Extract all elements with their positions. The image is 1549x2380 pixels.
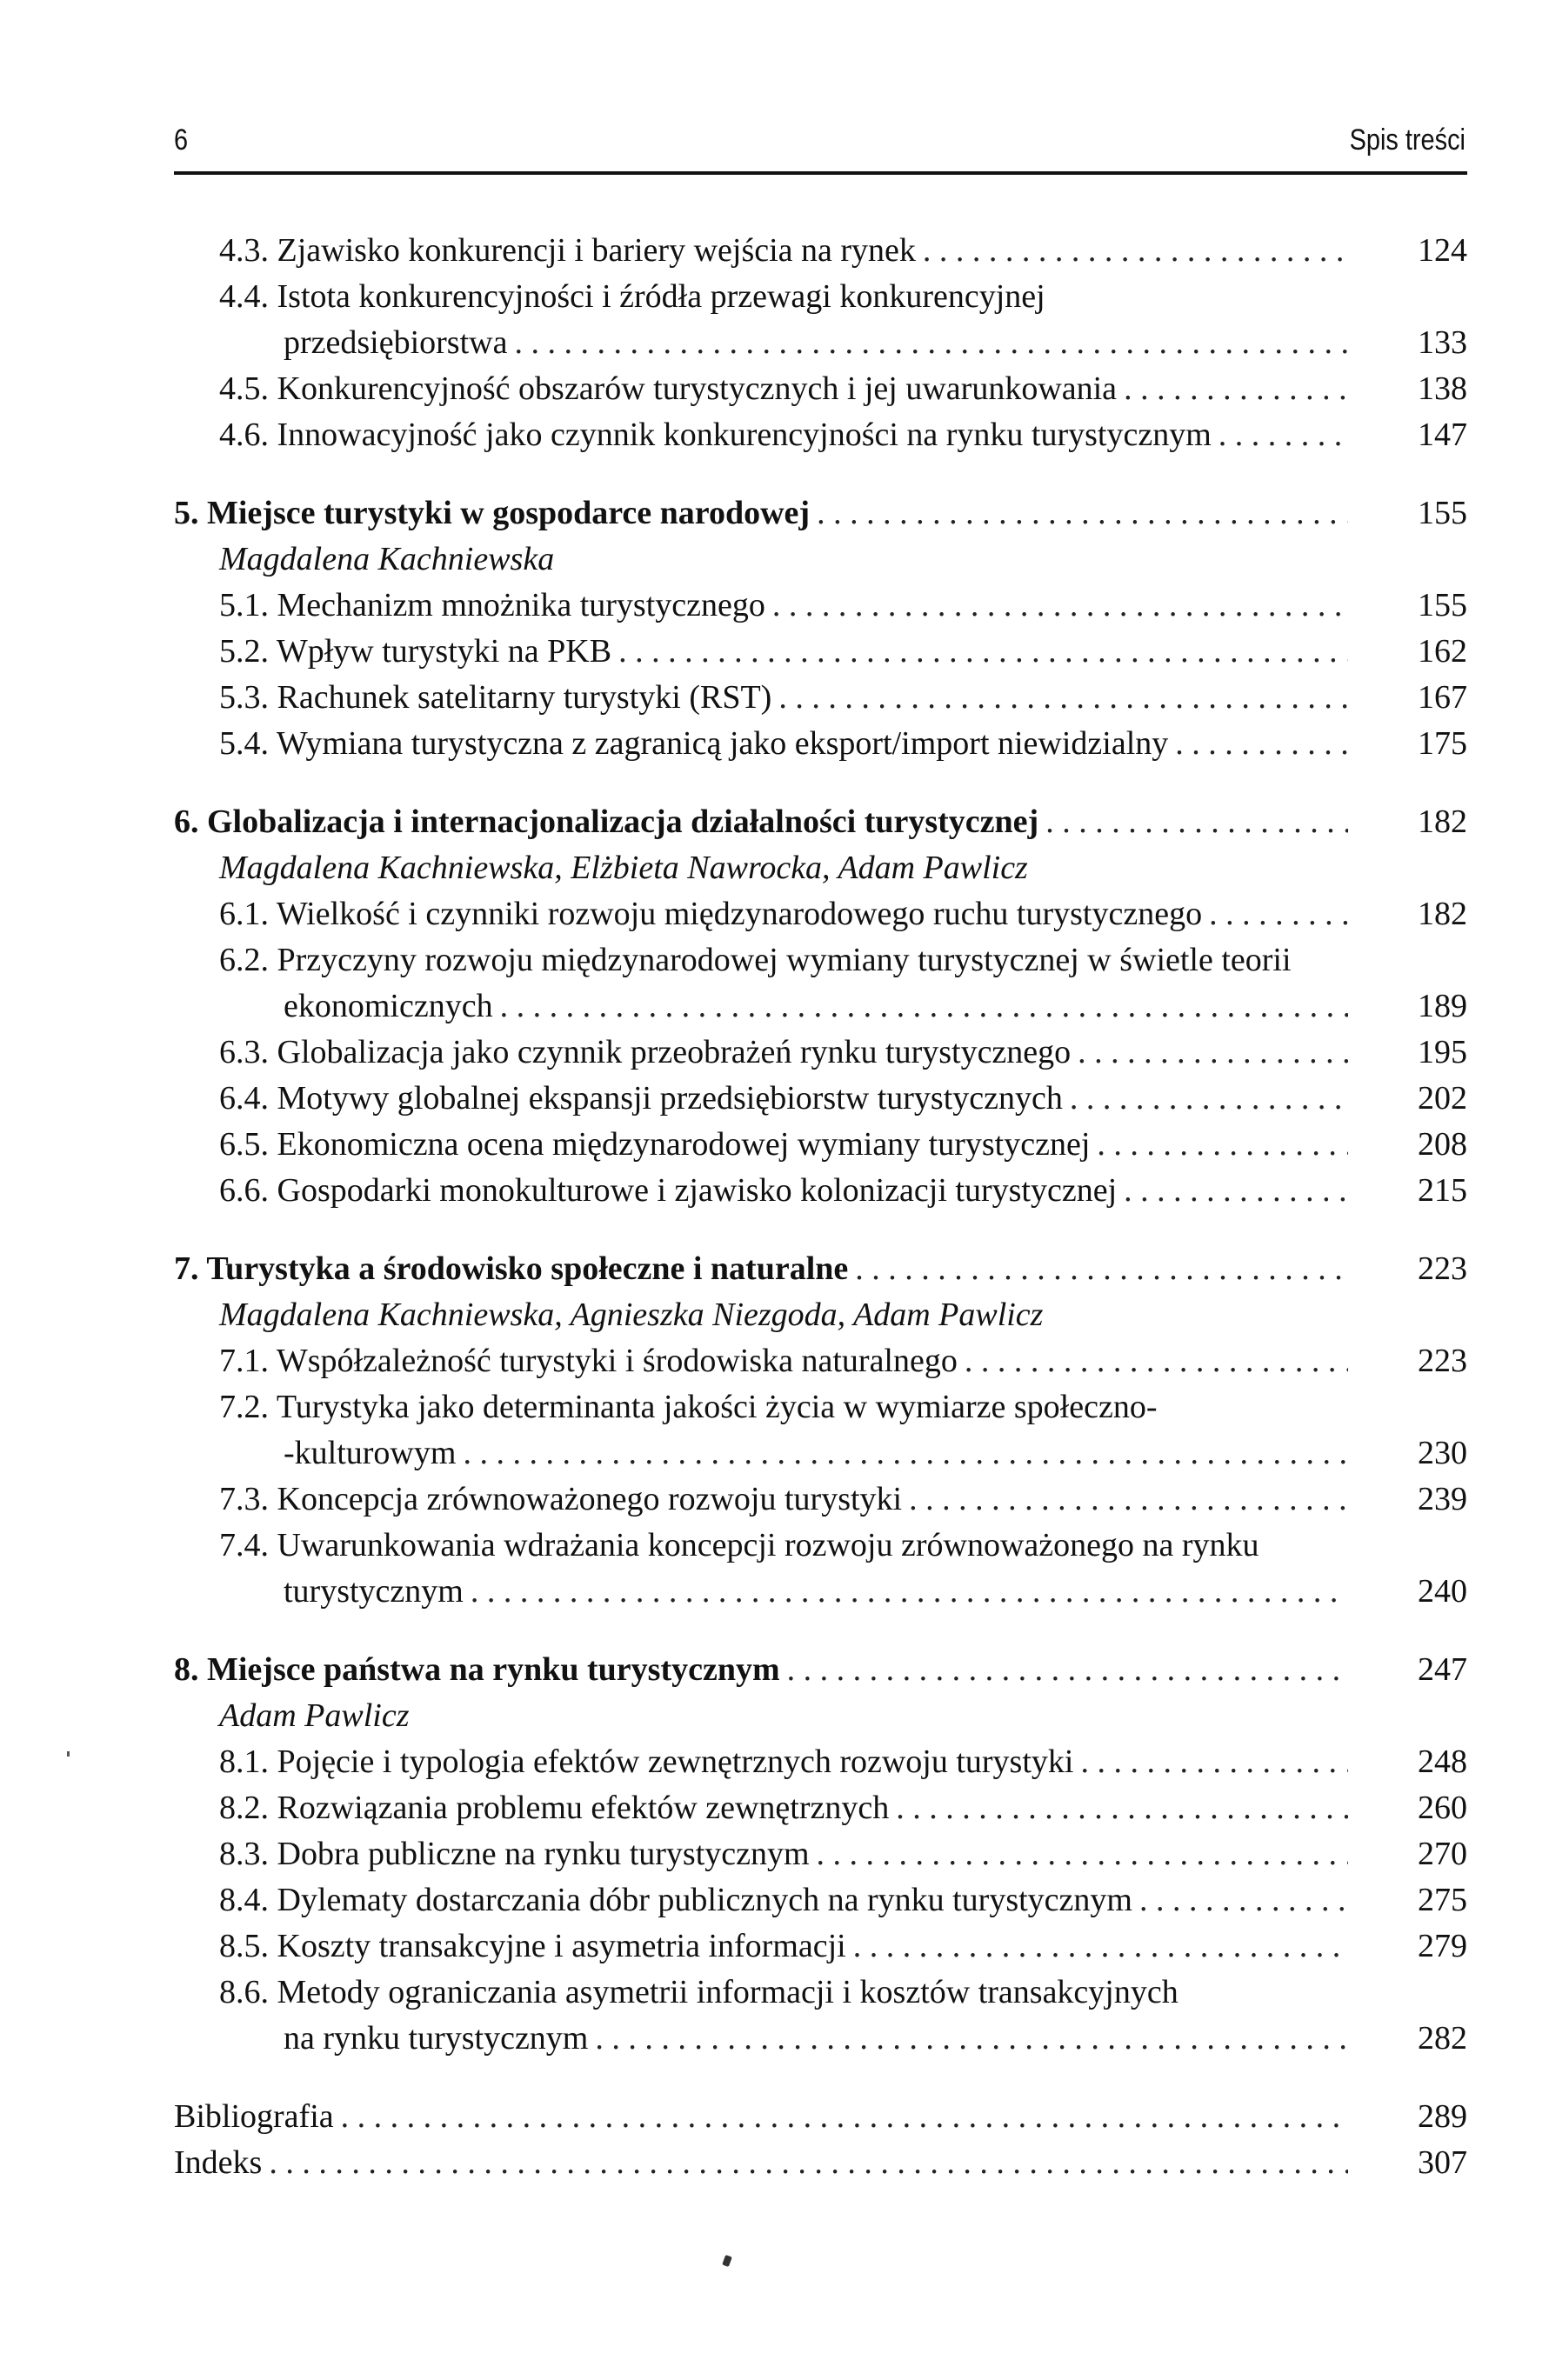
toc-chapter[interactable] — [174, 1647, 1467, 1693]
entry-number: 8.1. — [219, 1743, 269, 1780]
entry-number: 8.4. — [219, 1882, 269, 1918]
entry-title: Metody ograniczania asymetrii informacji i kosztów transakcyjnych — [277, 1974, 1178, 2010]
entry-page: 247 — [1418, 1651, 1467, 1688]
entry-page: 289 — [1418, 2098, 1467, 2135]
dot-leader — [896, 1785, 1348, 1831]
entry-number: 8.6. — [219, 1974, 269, 2010]
entry-title: Gospodarki monokulturowe i zjawisko kolonizacji turystycznej — [277, 1172, 1118, 1209]
toc-entry-continuation[interactable] — [174, 1430, 1467, 1477]
toc-entry[interactable] — [174, 1338, 1467, 1384]
entry-title: Wielkość i czynniki rozwoju międzynarodowego ruchu turystycznego — [276, 896, 1203, 932]
entry-page: 248 — [1418, 1743, 1467, 1780]
toc-entry[interactable] — [174, 1076, 1467, 1122]
entry-number: 7.3. — [219, 1481, 269, 1517]
entry-title: Przyczyny rozwoju międzynarodowej wymiany turystycznej w świetle teorii — [277, 942, 1292, 978]
dot-leader — [817, 1831, 1348, 1877]
dot-leader — [463, 1430, 1348, 1477]
chapter-authors — [174, 1693, 1467, 1739]
toc-entry[interactable] — [174, 1970, 1467, 2016]
entry-title: przedsiębiorstwa — [284, 320, 514, 366]
dot-leader — [1175, 721, 1348, 767]
entry-page: 155 — [1418, 587, 1467, 623]
entry-number: 5.3. — [219, 679, 269, 716]
entry-title: na rynku turystycznym — [284, 2016, 595, 2062]
dot-leader — [787, 1647, 1348, 1693]
dot-leader — [500, 983, 1348, 1030]
entry-number: 4.4. — [219, 278, 269, 315]
entry-page: 223 — [1418, 1250, 1467, 1287]
author-names: Magdalena Kachniewska, Agnieszka Niezgoda, Adam Pawlicz — [219, 1297, 1044, 1333]
dot-leader — [1078, 1030, 1348, 1076]
toc-entry[interactable] — [174, 675, 1467, 721]
entry-number: 7.2. — [219, 1389, 269, 1425]
running-head — [174, 123, 1466, 167]
entry-number: 8.2. — [219, 1790, 269, 1826]
entry-title: Uwarunkowania wdrażania koncepcji rozwoju zrównoważonego na rynku — [277, 1527, 1259, 1563]
entry-title: turystycznym — [284, 1569, 471, 1615]
entry-page: 189 — [1418, 988, 1467, 1024]
entry-page: 279 — [1418, 1928, 1467, 1964]
page-number: 6 — [174, 123, 189, 157]
entry-number: 5.1. — [219, 587, 269, 623]
toc-entry[interactable] — [174, 1122, 1467, 1168]
entry-title: -kulturowym — [284, 1430, 463, 1477]
dot-leader — [909, 1477, 1348, 1523]
toc-chapter[interactable] — [174, 799, 1467, 845]
dot-leader — [595, 2016, 1348, 2062]
toc-entry[interactable] — [174, 1168, 1467, 1214]
entry-number: 7.4. — [219, 1527, 269, 1563]
entry-title: Zjawisko konkurencji i bariery wejścia na rynek — [277, 232, 916, 269]
entry-page: 195 — [1418, 1034, 1467, 1070]
entry-page: 260 — [1418, 1790, 1467, 1826]
entry-number: 6.1. — [219, 896, 269, 932]
entry-title: ekonomicznych — [284, 983, 500, 1030]
toc-bibliography[interactable] — [174, 2094, 1467, 2140]
chapter-title: Globalizacja i internacjonalizacja działalności turystycznej — [207, 803, 1039, 840]
entry-number: 4.3. — [219, 232, 269, 269]
entry-title: Pojęcie i typologia efektów zewnętrznych rozwoju turystyki — [277, 1743, 1074, 1780]
chapter-number: 6. — [174, 803, 199, 840]
entry-title: Koncepcja zrównoważonego rozwoju turystyki — [277, 1481, 903, 1517]
dot-leader — [855, 1246, 1348, 1292]
dot-leader — [471, 1569, 1348, 1615]
toc-entry[interactable] — [174, 1831, 1467, 1877]
entry-page: 270 — [1418, 1836, 1467, 1872]
toc-entry-continuation[interactable] — [174, 983, 1467, 1030]
entry-title: Istota konkurencyjności i źródła przewagi konkurencyjnej — [277, 278, 1045, 315]
chapter-number: 5. — [174, 495, 199, 531]
entry-page: 175 — [1418, 725, 1467, 762]
dot-leader — [772, 583, 1348, 629]
table-of-contents — [174, 228, 1467, 2186]
dot-leader — [1209, 891, 1348, 937]
entry-number: 8.3. — [219, 1836, 269, 1872]
entry-title: Ekonomiczna ocena międzynarodowej wymiany turystycznej — [277, 1126, 1091, 1163]
author-names: Magdalena Kachniewska, Elżbieta Nawrocka, Adam Pawlicz — [219, 850, 1028, 886]
entry-page: 133 — [1418, 324, 1467, 361]
toc-entry[interactable] — [174, 721, 1467, 767]
entry-title: Motywy globalnej ekspansji przedsiębiorstw turystycznych — [277, 1080, 1063, 1117]
entry-page: 155 — [1418, 495, 1467, 531]
toc-entry[interactable] — [174, 228, 1467, 274]
toc-chapter[interactable] — [174, 490, 1467, 537]
entry-number: 6.5. — [219, 1126, 269, 1163]
entry-number: 4.5. — [219, 370, 269, 407]
dot-leader — [923, 228, 1348, 274]
entry-number: 6.2. — [219, 942, 269, 978]
entry-page: 240 — [1418, 1573, 1467, 1610]
toc-entry[interactable] — [174, 1923, 1467, 1970]
toc-entry[interactable] — [174, 937, 1467, 983]
entry-page: 167 — [1418, 679, 1467, 716]
entry-page: 282 — [1418, 2020, 1467, 2057]
toc-entry[interactable] — [174, 1785, 1467, 1831]
entry-page: 208 — [1418, 1126, 1467, 1163]
dot-leader — [1080, 1739, 1348, 1785]
entry-number: 8.5. — [219, 1928, 269, 1964]
entry-title: Konkurencyjność obszarów turystycznych i jej uwarunkowania — [277, 370, 1118, 407]
entry-page: 223 — [1418, 1343, 1467, 1379]
entry-page: 124 — [1418, 232, 1467, 269]
entry-page: 202 — [1418, 1080, 1467, 1117]
toc-entry[interactable] — [174, 274, 1467, 320]
entry-title: Turystyka jako determinanta jakości życia w wymiarze społeczno- — [276, 1389, 1158, 1425]
toc-entry[interactable] — [174, 366, 1467, 412]
toc-entry[interactable] — [174, 1877, 1467, 1923]
toc-chapter[interactable] — [174, 1246, 1467, 1292]
dot-leader — [817, 490, 1348, 537]
entry-title: Współzależność turystyki i środowiska naturalnego — [276, 1343, 958, 1379]
author-names: Magdalena Kachniewska — [219, 541, 555, 577]
entry-title: Mechanizm mnożnika turystycznego — [277, 587, 765, 623]
entry-page: 147 — [1418, 417, 1467, 453]
scan-artifact — [722, 2255, 732, 2267]
entry-page: 138 — [1418, 370, 1467, 407]
toc-entry[interactable] — [174, 1523, 1467, 1569]
entry-number: 6.4. — [219, 1080, 269, 1117]
entry-number: 6.6. — [219, 1172, 269, 1209]
entry-title: Dobra publiczne na rynku turystycznym — [277, 1836, 810, 1872]
entry-title: Rachunek satelitarny turystyki (RST) — [277, 679, 772, 716]
toc-entry[interactable] — [174, 891, 1467, 937]
dot-leader — [514, 320, 1348, 366]
toc-entry[interactable] — [174, 1477, 1467, 1523]
chapter-title: Miejsce państwa na rynku turystycznym — [207, 1651, 780, 1688]
running-title: Spis treści — [1349, 123, 1466, 157]
entry-page: 307 — [1418, 2144, 1467, 2181]
header-rule — [174, 171, 1467, 175]
chapter-authors — [174, 845, 1467, 891]
entry-title: Bibliografia — [174, 2094, 341, 2140]
entry-page: 215 — [1418, 1172, 1467, 1209]
chapter-title: Miejsce turystyki w gospodarce narodowej — [207, 495, 811, 531]
entry-page: 162 — [1418, 633, 1467, 670]
entry-number: 5.2. — [219, 633, 269, 670]
entry-page: 182 — [1418, 803, 1467, 840]
dot-leader — [1070, 1076, 1348, 1122]
dot-leader — [778, 675, 1348, 721]
chapter-authors — [174, 1292, 1467, 1338]
dot-leader — [618, 629, 1348, 675]
toc-entry-continuation[interactable] — [174, 320, 1467, 366]
toc-entry[interactable] — [174, 583, 1467, 629]
entry-page: 275 — [1418, 1882, 1467, 1918]
dot-leader — [1124, 366, 1348, 412]
author-names: Adam Pawlicz — [219, 1697, 410, 1734]
toc-entry[interactable] — [174, 629, 1467, 675]
dot-leader — [1139, 1877, 1348, 1923]
entry-number: 4.6. — [219, 417, 269, 453]
entry-page: 182 — [1418, 896, 1467, 932]
toc-entry[interactable] — [174, 1030, 1467, 1076]
entry-title: Koszty transakcyjne i asymetria informacji — [277, 1928, 846, 1964]
toc-entry[interactable] — [174, 412, 1467, 458]
entry-title: Wpływ turystyki na PKB — [276, 633, 612, 670]
entry-title: Rozwiązania problemu efektów zewnętrznych — [277, 1790, 890, 1826]
toc-entry-continuation[interactable] — [174, 1569, 1467, 1615]
entry-number: 5.4. — [219, 725, 269, 762]
dot-leader — [269, 2140, 1348, 2186]
chapter-title: Turystyka a środowisko społeczne i naturalne — [206, 1250, 849, 1287]
entry-number: 7.1. — [219, 1343, 269, 1379]
dot-leader — [1045, 799, 1348, 845]
toc-entry[interactable] — [174, 1739, 1467, 1785]
toc-index[interactable] — [174, 2140, 1467, 2186]
entry-title: Indeks — [174, 2140, 269, 2186]
dot-leader — [1124, 1168, 1348, 1214]
toc-entry-continuation[interactable] — [174, 2016, 1467, 2062]
entry-page: 230 — [1418, 1435, 1467, 1471]
dot-leader — [853, 1923, 1348, 1970]
dot-leader — [965, 1338, 1348, 1384]
toc-entry[interactable] — [174, 1384, 1467, 1430]
dot-leader — [1097, 1122, 1348, 1168]
scan-artifact — [67, 1751, 70, 1757]
entry-page: 239 — [1418, 1481, 1467, 1517]
entry-number: 6.3. — [219, 1034, 269, 1070]
dot-leader — [341, 2094, 1348, 2140]
chapter-number: 8. — [174, 1651, 199, 1688]
dot-leader — [1219, 412, 1348, 458]
entry-title: Dylematy dostarczania dóbr publicznych na rynku turystycznym — [277, 1882, 1132, 1918]
entry-title: Globalizacja jako czynnik przeobrażeń rynku turystycznego — [277, 1034, 1072, 1070]
entry-title: Innowacyjność jako czynnik konkurencyjności na rynku turystycznym — [277, 417, 1212, 453]
entry-title: Wymiana turystyczna z zagranicą jako eksport/import niewidzialny — [276, 725, 1169, 762]
chapter-authors — [174, 537, 1467, 583]
chapter-number: 7. — [174, 1250, 199, 1287]
